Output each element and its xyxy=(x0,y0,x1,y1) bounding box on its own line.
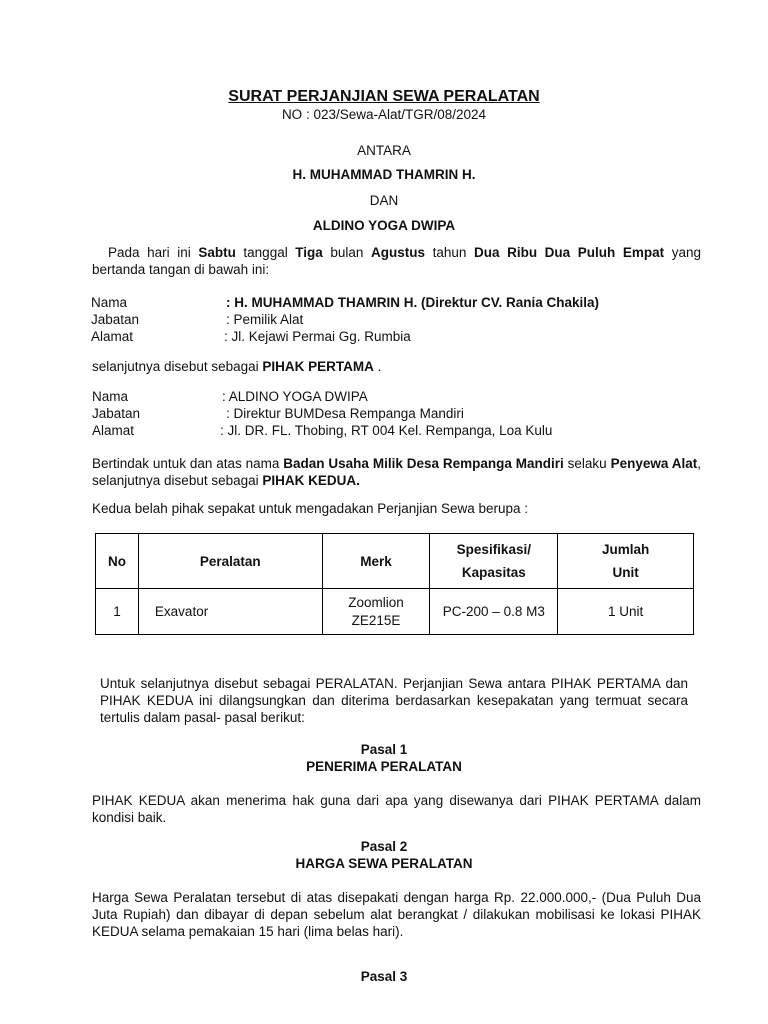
header-merk: Merk xyxy=(322,534,430,589)
agreement-intro: Kedua belah pihak sepakat untuk mengadakan Perjanjian Sewa berupa : xyxy=(92,501,529,516)
party2-alamat-label: Alamat xyxy=(92,423,135,438)
header-jumlah-line2: Unit xyxy=(612,565,639,580)
cell-no: 1 xyxy=(96,589,139,635)
pasal2-number: Pasal 2 xyxy=(360,839,408,854)
intro-day: Sabtu xyxy=(198,245,236,260)
cell-peralatan: Exavator xyxy=(138,589,322,635)
cell-jumlah: 1 Unit xyxy=(558,589,694,635)
party1-jabatan-value: : Pemilik Alat xyxy=(226,312,304,327)
party2-jabatan-value: : Direktur BUMDesa Rempanga Mandiri xyxy=(226,406,464,421)
pasal2-title: HARGA SEWA PERALATAN xyxy=(295,856,473,871)
intro-paragraph xyxy=(92,244,701,278)
party2-ref-text: selaku xyxy=(563,456,611,471)
party2-reference xyxy=(92,455,701,489)
intro-text: Pada hari ini xyxy=(108,245,199,260)
party1-nama-label: Nama xyxy=(91,295,128,310)
pasal2-text: Harga Sewa Peralatan tersebut di atas disepakati dengan harga Rp. 22.000.000,- (Dua Puluh Dua Juta Rupiah) dan dibayar di depan sebelum alat berangkat / dilakukan mobilisasi ke lokasi PIHAK KEDUA selama pemakaian 15 hari (lima belas hari). xyxy=(92,890,701,939)
table-row xyxy=(96,589,694,635)
party2-jabatan-label: Jabatan xyxy=(92,406,141,421)
pasal1-title: PENERIMA PERALATAN xyxy=(306,759,462,774)
intro-text: bulan xyxy=(322,245,372,260)
party2-nama-value: : ALDINO YOGA DWIPA xyxy=(222,389,368,404)
intro-month: Agustus xyxy=(371,245,426,260)
header-spesifikasi xyxy=(430,534,558,589)
intro-text: tanggal xyxy=(235,245,296,260)
party1-alamat-value: : Jl. Kejawi Permai Gg. Rumbia xyxy=(224,329,411,344)
party1-ref-text: selanjutnya disebut sebagai xyxy=(92,359,263,374)
party2-alamat-value: : Jl. DR. FL. Thobing, RT 004 Kel. Rempanga, Loa Kulu xyxy=(220,423,553,438)
header-peralatan: Peralatan xyxy=(138,534,322,589)
party1-ref-bold: PIHAK PERTAMA xyxy=(262,359,374,374)
party2-ref-bold: Badan Usaha Milik Desa Rempanga Mandiri xyxy=(283,456,564,471)
cell-spesifikasi: PC-200 – 0.8 M3 xyxy=(430,589,558,635)
header-no: No xyxy=(96,534,139,589)
cell-merk-line2: ZE215E xyxy=(351,612,401,628)
party1-nama-value: : H. MUHAMMAD THAMRIN H. (Direktur CV. Rania Chakila) xyxy=(226,295,600,310)
cell-merk xyxy=(322,589,430,635)
party2-ref-bold: PIHAK KEDUA. xyxy=(262,473,360,488)
party2-nama-label: Nama xyxy=(92,389,129,404)
party1-ref-text: . xyxy=(373,359,382,374)
antara-label: ANTARA xyxy=(357,143,411,158)
party2-ref-text: Bertindak untuk dan atas nama xyxy=(92,456,284,471)
party1-alamat-label: Alamat xyxy=(91,329,134,344)
intro-text: yang bertanda tangan di bawah ini: xyxy=(92,245,701,277)
after-table-paragraph: Untuk selanjutnya disebut sebagai PERALATAN. Perjanjian Sewa antara PIHAK PERTAMA dan PIHAK KEDUA ini dilangsungkan dan diterima berdasarkan kesepakatan yang termuat secara tertulis dalam pasal- pasal berikut: xyxy=(100,676,688,725)
header-spesifikasi-line2: Kapasitas xyxy=(461,565,526,580)
table-header-row xyxy=(96,534,694,589)
cell-merk-line1: Zoomlion xyxy=(348,594,404,610)
equipment-table xyxy=(95,533,694,635)
intro-text: tahun xyxy=(425,245,474,260)
document-title: SURAT PERJANJIAN SEWA PERALATAN xyxy=(228,88,540,105)
party1-reference xyxy=(92,359,381,374)
intro-date: Tiga xyxy=(295,245,323,260)
header-spesifikasi-line1: Spesifikasi/ xyxy=(456,542,531,557)
header-jumlah xyxy=(558,534,694,589)
document-number: NO : 023/Sewa-Alat/TGR/08/2024 xyxy=(281,107,487,122)
pasal3-number: Pasal 3 xyxy=(360,969,408,984)
intro-year: Dua Ribu Dua Puluh Empat xyxy=(474,245,665,260)
header-jumlah-line1: Jumlah xyxy=(601,542,650,557)
party2-ref-bold: Penyewa Alat xyxy=(610,456,698,471)
pasal1-text: PIHAK KEDUA akan menerima hak guna dari apa yang disewanya dari PIHAK PERTAMA dalam kondisi baik. xyxy=(92,793,701,825)
dan-label: DAN xyxy=(369,193,399,208)
party2-heading: ALDINO YOGA DWIPA xyxy=(312,218,456,233)
party2-ref-text: , selanjutnya disebut sebagai xyxy=(92,456,701,488)
pasal1-number: Pasal 1 xyxy=(360,742,408,757)
party1-jabatan-label: Jabatan xyxy=(91,312,140,327)
party1-heading: H. MUHAMMAD THAMRIN H. xyxy=(292,167,476,182)
